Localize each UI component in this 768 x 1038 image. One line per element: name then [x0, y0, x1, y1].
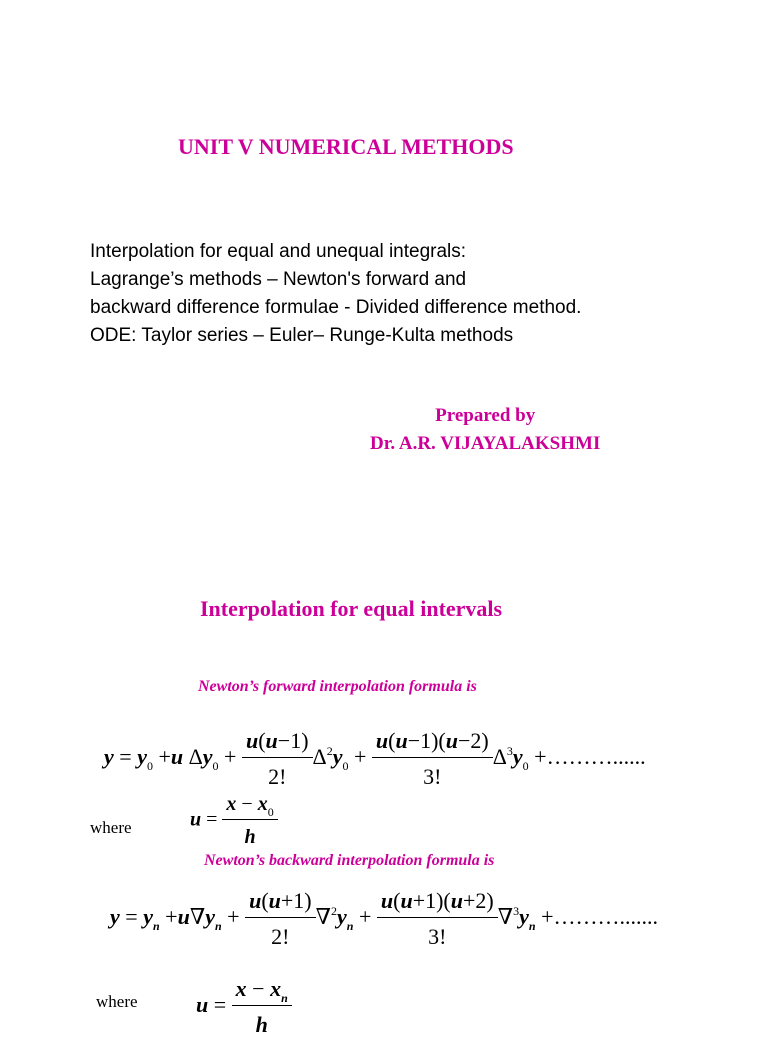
continuation-dots: ………...... — [546, 744, 646, 770]
fraction-term-2: $\frac{u(u+1)}{2!}$ — [245, 888, 316, 950]
u-definition-backward: u = $\frac{x - x_n}{h}$ — [196, 976, 292, 1038]
where-label: where — [96, 992, 138, 1011]
author-name: Dr. A.R. VIJAYALAKSHMI — [370, 433, 601, 454]
topic-line: Interpolation for equal and unequal integrals: — [90, 241, 467, 262]
fraction-term-3: $\frac{u(u-1)(u-2)}{3!}$ — [372, 728, 493, 790]
fraction-term-3: $\frac{u(u+1)(u+2)}{3!}$ — [377, 888, 498, 950]
u-definition-forward: u = $\frac{x - x_0}{h}$ — [190, 793, 278, 849]
where-label: where — [90, 818, 132, 837]
topics-list — [90, 238, 581, 350]
prepared-by-label: Prepared by — [435, 405, 536, 426]
fraction-term-2: $\frac{u(u-1)}{2!}$ — [242, 728, 313, 790]
backward-formula-label: Newton’s backward interpolation formula is — [204, 852, 495, 869]
factorial-3: 3! — [423, 764, 442, 789]
forward-formula-label: Newton’s forward interpolation formula is — [198, 678, 477, 695]
section-heading: Interpolation for equal intervals — [200, 596, 503, 621]
factorial-3: 3! — [428, 924, 447, 949]
forward-interpolation-formula: $y = y_0 +u$ $\Delta y_0$ + $\frac{u(u-1)}{2!}$ $\Delta^2y_0$ + $\frac{u(u-1)(u-2)}{3!}$ $\Delta^3y_0$ +………...... — [104, 728, 646, 789]
topic-line: Lagrange’s methods – Newton's forward and — [90, 269, 467, 290]
author-block — [370, 402, 600, 458]
continuation-dots: ………....... — [553, 904, 658, 930]
topic-line: backward difference formulae - Divided difference method. — [90, 297, 582, 318]
topic-line: ODE: Taylor series – Euler– Runge-Kulta methods — [90, 325, 514, 346]
factorial-2: 2! — [271, 924, 290, 949]
backward-interpolation-formula: $y = y_n +u\nabla y_n$ + $\frac{u(u+1)}{2!}$ $\nabla^2y_n$ + $\frac{u(u+1)(u+2)}{3!}$ $\nabla^3y_n$ +………....... — [110, 888, 658, 949]
factorial-2: 2! — [268, 764, 287, 789]
page-title: UNIT V NUMERICAL METHODS — [178, 134, 514, 159]
